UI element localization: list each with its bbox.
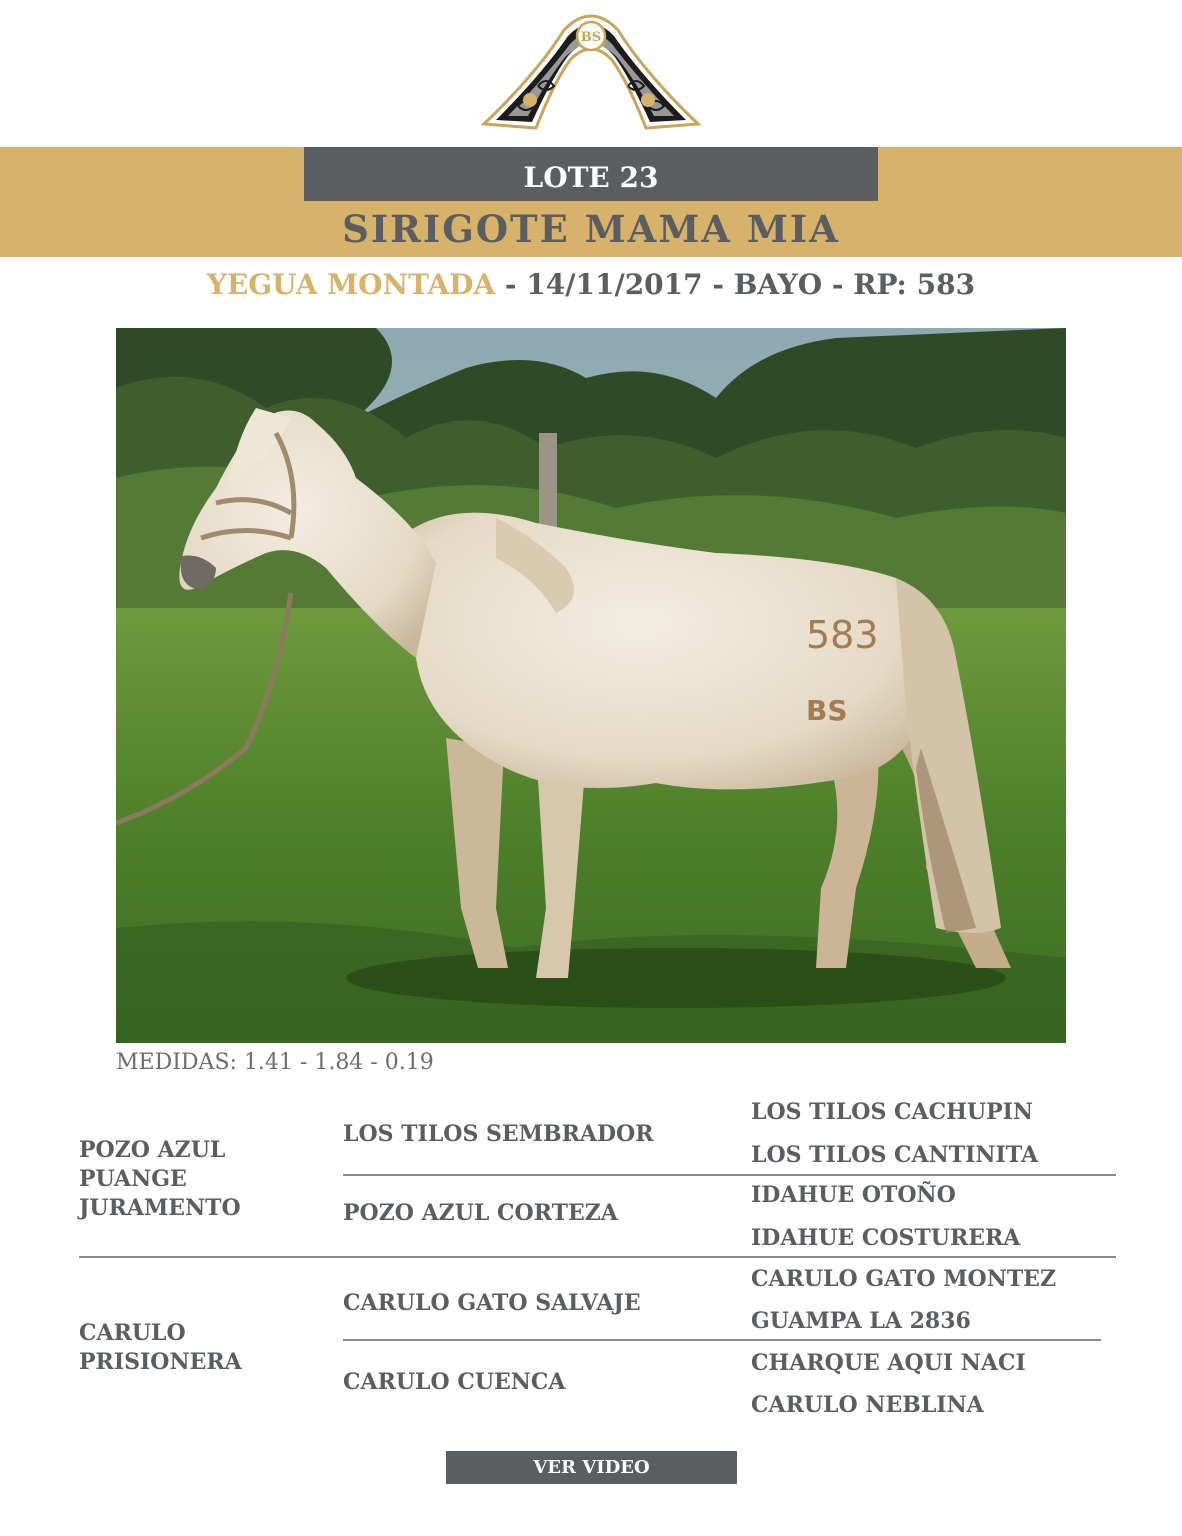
sire-dam: POZO AZUL CORTEZA [343, 1200, 618, 1226]
great-grandparent: CARULO GATO MONTEZ [751, 1266, 1057, 1292]
great-grandparent: CHARQUE AQUI NACI [751, 1350, 1026, 1376]
horse-name: SIRIGOTE MAMA MIA [342, 207, 840, 251]
sire-sire: LOS TILOS SEMBRADOR [343, 1121, 654, 1147]
horse-birth-color-rp: - 14/11/2017 - BAYO - RP: 583 [495, 268, 976, 301]
horse-category: YEGUA MONTADA [206, 268, 496, 301]
pedigree-divider [343, 1339, 1101, 1341]
lot-number: LOTE 23 [304, 147, 878, 201]
great-grandparent: IDAHUE COSTURERA [751, 1225, 1021, 1251]
great-grandparent: GUAMPA LA 2836 [751, 1308, 971, 1334]
pedigree-divider [79, 1256, 1116, 1258]
horse-photo [116, 328, 1066, 1043]
great-grandparent: LOS TILOS CANTINITA [751, 1142, 1039, 1168]
dam-dam: CARULO CUENCA [343, 1369, 566, 1395]
great-grandparent: IDAHUE OTOÑO [751, 1182, 956, 1208]
sire: POZO AZUL PUANGE JURAMENTO [79, 1137, 241, 1221]
brand-number: 583 [806, 613, 879, 657]
great-grandparent: LOS TILOS CACHUPIN [751, 1099, 1034, 1125]
logo-monogram: BS [580, 30, 602, 45]
pedigree-divider [343, 1174, 1116, 1176]
dam: CARULO PRISIONERA [79, 1320, 242, 1375]
horseshoe-arch-logo [478, 8, 704, 132]
horse-details [0, 265, 1182, 305]
brand-mark: BS [806, 694, 848, 727]
measurements: MEDIDAS: 1.41 - 1.84 - 0.19 [116, 1050, 434, 1075]
watch-video-button[interactable]: VER VIDEO [446, 1451, 737, 1484]
great-grandparent: CARULO NEBLINA [751, 1392, 984, 1418]
dam-sire: CARULO GATO SALVAJE [343, 1290, 641, 1316]
